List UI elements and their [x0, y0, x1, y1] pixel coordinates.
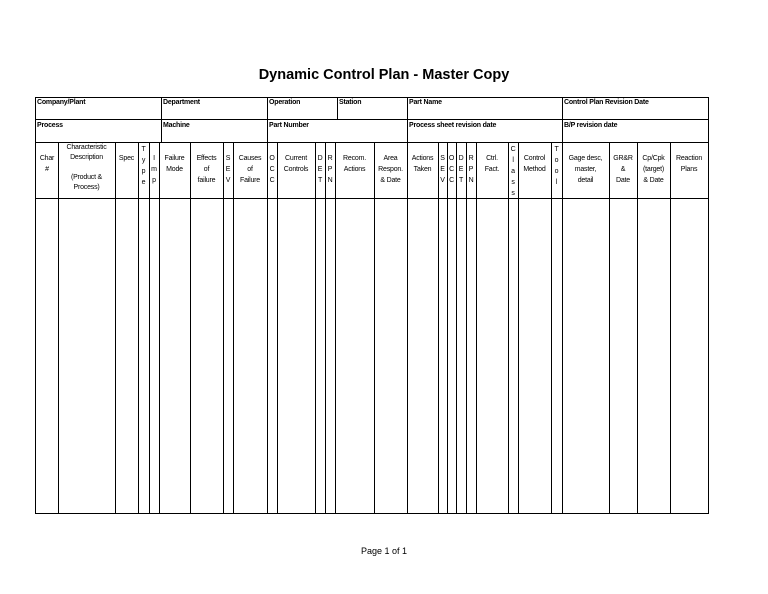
column-header-line: D — [458, 155, 464, 162]
column-header — [277, 153, 315, 175]
column-header-line: # — [45, 166, 49, 173]
column-header-line: O — [269, 155, 275, 162]
column-header-line: Spec — [118, 155, 135, 162]
column-header-line: Fact. — [484, 166, 500, 173]
column-header-line: of — [203, 166, 210, 173]
column-divider — [315, 142, 316, 513]
column-header-line: & Date — [380, 177, 401, 184]
column-header — [267, 153, 277, 186]
column-header-line: T — [141, 146, 146, 153]
column-divider — [374, 142, 375, 513]
column-divider — [438, 142, 439, 513]
column-header-line: Char — [39, 155, 55, 162]
column-divider — [609, 142, 610, 513]
column-header-line: & Date — [643, 177, 664, 184]
column-header-line: Causes — [238, 155, 262, 162]
column-header-line: C — [510, 146, 516, 153]
document-title: Dynamic Control Plan - Master Copy — [258, 67, 510, 83]
column-header — [518, 153, 551, 175]
column-header-line: T — [554, 146, 559, 153]
column-header-line: Plans — [680, 166, 698, 173]
column-header-line: Controls — [283, 166, 309, 173]
column-divider — [456, 142, 457, 513]
column-divider — [637, 142, 638, 513]
column-header-line: Effects — [196, 155, 217, 162]
column-header — [447, 153, 456, 186]
control-plan-revision-date-label: Control Plan Revision Date — [564, 99, 649, 106]
column-header — [562, 153, 609, 186]
column-header — [609, 153, 637, 186]
column-header-line: p — [152, 177, 156, 184]
column-header — [325, 153, 335, 186]
column-header-line: o — [554, 168, 559, 175]
column-header-line: GR&R — [613, 155, 633, 162]
column-header — [335, 153, 374, 175]
column-divider — [149, 142, 150, 513]
column-header-line: y — [141, 157, 146, 164]
header-divider — [161, 98, 162, 142]
column-header-line: C — [449, 166, 454, 173]
column-header — [115, 153, 138, 164]
column-header-line: (Product & — [70, 174, 103, 181]
part-name-label: Part Name — [409, 99, 442, 106]
column-divider — [267, 142, 268, 513]
column-divider — [407, 142, 408, 513]
column-header-line: (target) — [643, 166, 664, 173]
column-header-line: E — [440, 166, 445, 173]
column-header-line: Actions — [343, 166, 366, 173]
column-header — [637, 153, 670, 186]
header-divider — [407, 98, 408, 142]
column-header-line: Method — [523, 166, 546, 173]
column-divider — [58, 142, 59, 513]
department-label: Department — [163, 99, 200, 106]
column-header-line: detail — [577, 177, 594, 184]
column-header — [466, 153, 476, 186]
column-header — [233, 153, 267, 186]
column-header — [476, 153, 508, 175]
column-divider — [223, 142, 224, 513]
column-header-line: Actions — [411, 155, 434, 162]
column-header-line: Characteristic — [66, 144, 107, 151]
column-header — [374, 153, 407, 186]
column-divider — [233, 142, 234, 513]
column-header-line: T — [317, 177, 323, 184]
column-header-line: Respon. — [378, 166, 403, 173]
column-header-line: Ctrl. — [486, 155, 498, 162]
column-header-line: Current — [285, 155, 307, 162]
header-divider — [562, 98, 563, 142]
column-divider — [277, 142, 278, 513]
column-divider — [518, 142, 519, 513]
column-header-line: l — [512, 157, 514, 164]
column-header-line: p — [141, 168, 146, 175]
operation-label: Operation — [269, 99, 301, 106]
column-header-line: P — [468, 166, 474, 173]
column-header-line: s — [511, 190, 515, 197]
column-header — [58, 143, 115, 193]
column-header-line: & — [620, 166, 626, 173]
column-divider — [476, 142, 477, 513]
column-header — [159, 153, 190, 175]
column-header — [190, 153, 223, 186]
column-header-line: C — [269, 166, 275, 173]
column-header-line: C — [269, 177, 275, 184]
column-header-line: Date — [616, 177, 630, 184]
column-header-line: V — [225, 177, 231, 184]
column-header — [138, 144, 149, 188]
column-header — [551, 144, 562, 188]
header-divider — [337, 98, 338, 119]
row-divider — [36, 198, 708, 199]
control-plan-form — [35, 97, 709, 514]
column-divider — [447, 142, 448, 513]
column-header-line: E — [458, 166, 464, 173]
column-divider — [670, 142, 671, 513]
column-header-line: Cp/Cpk — [642, 155, 665, 162]
column-header-line: D — [317, 155, 323, 162]
column-header-line: Process) — [73, 184, 100, 191]
column-divider — [138, 142, 139, 513]
column-header-line: Failure — [164, 155, 185, 162]
column-header — [670, 153, 708, 175]
column-divider — [159, 142, 160, 513]
page-number: Page 1 of 1 — [360, 546, 408, 556]
column-header-line: Area — [383, 155, 398, 162]
column-divider — [562, 142, 563, 513]
column-header-line: o — [554, 157, 559, 164]
station-label: Station — [339, 99, 362, 106]
part-number-label: Part Number — [269, 122, 309, 129]
column-header — [508, 144, 518, 199]
column-header-line: a — [511, 168, 515, 175]
process-label: Process — [37, 122, 63, 129]
column-header-line: s — [511, 179, 515, 186]
column-header-line: V — [440, 177, 445, 184]
column-header-line: I — [153, 155, 155, 162]
column-header-line: C — [449, 177, 454, 184]
column-header-line: E — [317, 166, 323, 173]
column-header-line: m — [151, 166, 157, 173]
column-header-line: l — [555, 179, 558, 186]
column-header-line: O — [448, 155, 455, 162]
column-header — [223, 153, 233, 186]
column-header — [315, 153, 325, 186]
column-header-line: Mode — [166, 166, 183, 173]
column-divider — [335, 142, 336, 513]
column-header-line: N — [468, 177, 474, 184]
company-plant-label: Company/Plant — [37, 99, 86, 106]
column-header-line: P — [327, 166, 333, 173]
column-header-line: Reaction — [675, 155, 703, 162]
bp-revision-date-label: B/P revision date — [564, 122, 618, 129]
process-sheet-revision-date-label: Process sheet revision date — [409, 122, 497, 129]
column-header-line: S — [225, 155, 231, 162]
column-header-line: T — [458, 177, 464, 184]
column-header-line: Control — [523, 155, 546, 162]
column-header-line — [58, 163, 115, 173]
machine-label: Machine — [163, 122, 190, 129]
column-header-line: R — [327, 155, 333, 162]
column-header — [438, 153, 447, 186]
column-header-line: failure — [197, 177, 216, 184]
column-divider — [551, 142, 552, 513]
column-header-line: S — [440, 155, 445, 162]
column-header-line: Failure — [240, 177, 260, 184]
column-header-line: Taken — [413, 166, 432, 173]
column-header — [407, 153, 438, 175]
column-divider — [325, 142, 326, 513]
column-header-line: E — [225, 166, 231, 173]
header-divider — [267, 98, 268, 142]
column-header — [456, 153, 466, 186]
column-header-line: R — [468, 155, 474, 162]
column-header-line: Description — [70, 154, 103, 161]
column-header-line: e — [141, 179, 146, 186]
row-divider — [36, 142, 708, 143]
column-divider — [115, 142, 116, 513]
column-divider — [466, 142, 467, 513]
column-header-line: Recom. — [343, 155, 366, 162]
column-divider — [190, 142, 191, 513]
row-divider — [36, 119, 708, 120]
column-header-line: of — [247, 166, 253, 173]
column-header-line: Gage desc, — [568, 155, 603, 162]
column-header — [149, 153, 159, 186]
column-header-line: master, — [574, 166, 597, 173]
column-header-line: N — [327, 177, 333, 184]
column-header — [36, 153, 58, 175]
